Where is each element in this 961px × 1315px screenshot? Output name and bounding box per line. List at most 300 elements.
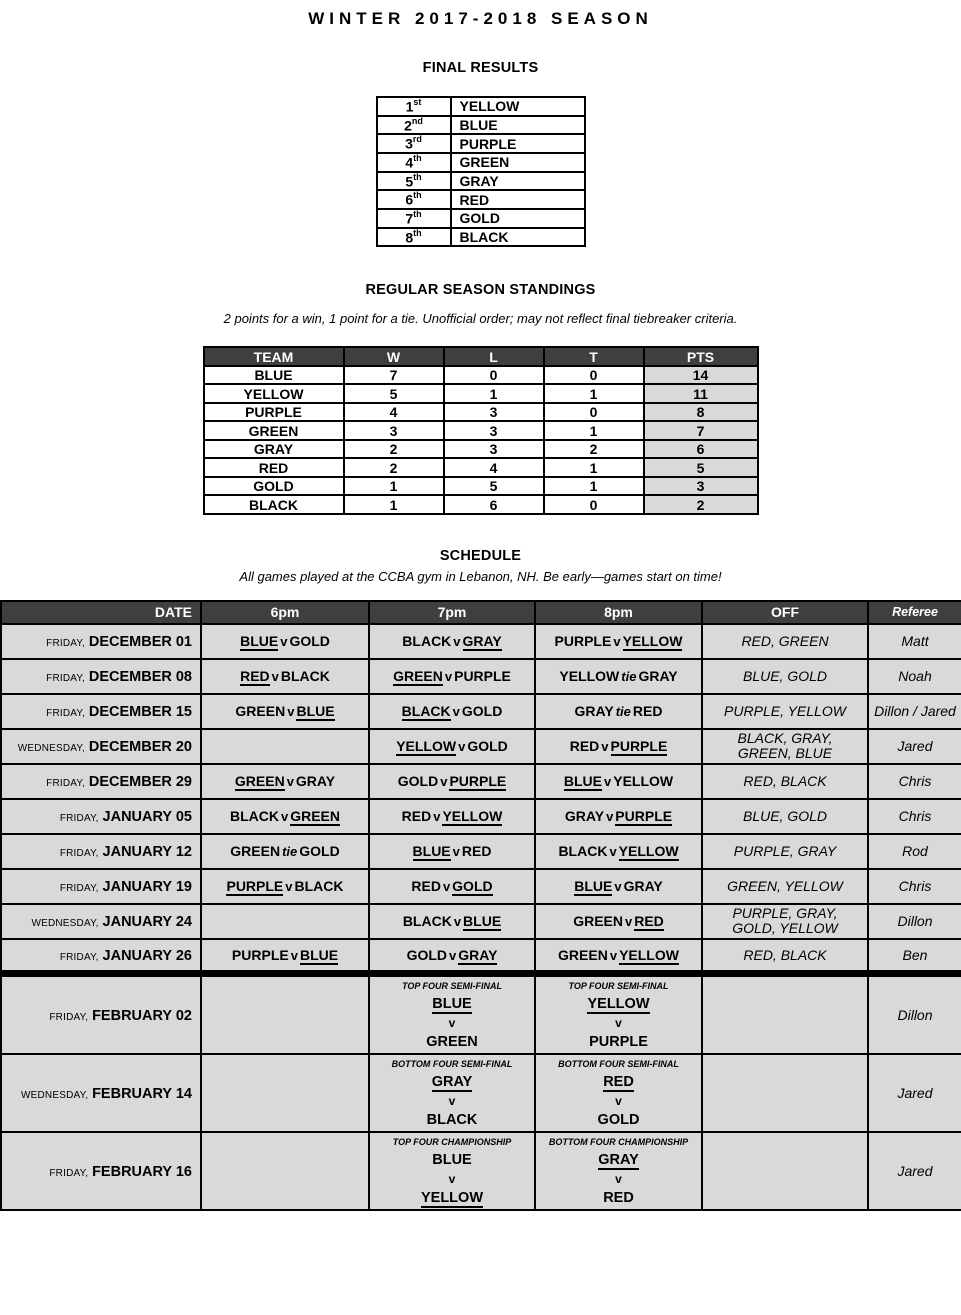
day-of-week: FRIDAY, [59,812,99,824]
team-name: GREEN [235,703,286,720]
points-cell: 5 [644,458,758,477]
team-name: PURPLE [449,773,507,790]
matchup [570,738,668,754]
standings-heading: REGULAR SEASON STANDINGS [365,282,596,299]
versus-separator: v [609,844,617,860]
team-name: BLUE [296,703,335,720]
standings-col-header: W [344,347,444,366]
versus-separator: v [453,914,462,930]
team-name: YELLOW [618,843,679,860]
off-line: RED, BLACK [743,772,827,789]
matchup [558,947,679,963]
game-cell [201,624,369,659]
off-line: BLUE, GOLD [742,807,828,824]
standings-row [204,366,758,385]
team-cell: BLACK [204,495,344,514]
final-results-table [376,96,586,247]
rank-cell [377,228,451,247]
schedule-note: All games played at the CCBA gym in Lebanon, NH. Be early—games start on time! [239,568,722,584]
date-cell [1,659,201,694]
team-name: GOLD [289,633,330,650]
team-name: RED [401,808,432,825]
referee-cell: Chris [868,869,961,904]
rank-suffix: nd [411,115,423,126]
standings-note: 2 points for a win, 1 point for a tie. Unofficial order; may not reflect final tiebreaker criteria. [223,311,738,327]
team-name: RED [461,843,492,860]
off-teams-cell [702,904,868,939]
team-name: PURPLE [231,947,289,963]
team-name: GREEN [393,668,443,685]
off-line: PURPLE, GRAY [733,842,837,859]
game-cell [201,659,369,694]
team-name: BLACK [401,703,451,720]
ties-cell: 0 [544,403,644,422]
versus-separator: v [452,704,460,720]
matchup [565,808,672,824]
team-name: YELLOW [622,633,683,650]
team-name: RED [603,1074,634,1091]
rank-cell [377,153,451,172]
ties-cell: 1 [544,421,644,440]
date-cell [1,799,201,834]
game-cell [201,729,369,764]
date-cell [1,764,201,799]
game-cell [369,834,535,869]
playoff-team-a [372,1151,532,1170]
team-cell: GOLD [451,209,585,228]
game-cell [369,799,535,834]
versus-separator: v [449,948,457,963]
rank-suffix: rd [412,134,422,145]
losses-cell: 6 [444,495,544,514]
matchup [398,773,506,789]
standings-row [204,403,758,422]
versus-separator: v [614,879,622,895]
rank-suffix: th [413,190,422,201]
standings-col-header: TEAM [204,347,344,366]
versus-separator: v [452,844,460,860]
matchup [558,843,678,859]
game-cell [535,1054,702,1132]
team-name: GREEN [230,843,281,860]
date-cell [1,904,201,939]
points-cell: 6 [644,440,758,459]
ties-cell: 1 [544,458,644,477]
game-cell [369,974,535,1055]
off-teams-cell [702,939,868,974]
team-name: GRAY [295,773,336,790]
wins-cell: 1 [344,495,444,514]
rank-suffix: th [413,208,422,219]
wins-cell: 1 [344,477,444,496]
losses-cell: 3 [444,440,544,459]
page-title: WINTER 2017-2018 SEASON [308,9,653,28]
team-name: BLUE [432,996,472,1013]
off-line: RED, GREEN [741,632,829,649]
date-cell [1,974,201,1055]
game-cell [201,1054,369,1132]
rank-suffix: th [413,227,422,238]
off-teams-cell [702,764,868,799]
day-of-week: FRIDAY, [46,672,85,684]
schedule-row [1,729,961,764]
versus-separator: v [458,739,466,755]
team-name: BLUE [563,773,602,790]
day-of-week: FRIDAY, [46,637,85,649]
schedule-table [0,600,961,1212]
standings-row [204,495,758,514]
team-name: BLUE [432,1152,472,1169]
team-name: BLUE [574,878,613,895]
team-name: PURPLE [610,738,668,755]
versus-separator: v [601,739,609,755]
season-document [0,9,961,1211]
referee-cell: Jared [868,729,961,764]
off-teams-cell [702,1054,868,1132]
game-cell [369,1132,535,1210]
final-results-row [377,190,585,209]
game-cell [535,904,702,939]
game-cell [535,869,702,904]
ties-cell: 0 [544,366,644,385]
standings-col-header: T [544,347,644,366]
standings-row [204,458,758,477]
team-name: YELLOW [420,1190,484,1207]
matchup [574,878,663,894]
game-cell [201,869,369,904]
schedule-row [1,939,961,974]
team-name: PURPLE [454,668,511,685]
versus-separator: v [271,669,279,685]
versus-separator: v [440,774,448,790]
ties-cell: 1 [544,477,644,496]
team-name: BLACK [402,913,452,930]
team-name: RED [603,1190,634,1207]
team-name: GRAY [623,878,663,895]
standings-row [204,477,758,496]
game-cell [201,694,369,729]
matchup [575,703,663,719]
versus-separator: v [290,948,298,963]
game-cell [369,939,535,974]
final-results-row [377,172,585,191]
rank-number: 1 [405,98,414,115]
date-cell [1,869,201,904]
matchup [411,878,492,894]
game-cell [201,904,369,939]
day-of-week: FRIDAY, [49,1167,89,1179]
off-line: GREEN, BLUE [737,745,833,762]
game-cell [369,694,535,729]
rank-cell [377,134,451,153]
playoff-team-b [372,1189,532,1208]
referee-cell: Dillon [868,904,961,939]
date-cell [1,939,201,974]
day-of-week: FRIDAY, [59,882,99,894]
game-cell [535,799,702,834]
game-cell [201,834,369,869]
game-cell [535,659,702,694]
game-cell [369,659,535,694]
game-cell [535,694,702,729]
date-text: JANUARY 05 [102,808,192,825]
date-text: JANUARY 12 [102,843,192,860]
date-cell [1,834,201,869]
final-results-row [377,116,585,135]
schedule-row [1,974,961,1055]
rank-suffix: th [413,171,422,182]
rank-suffix: st [413,97,422,107]
losses-cell: 3 [444,403,544,422]
versus-separator: v [448,1016,456,1031]
matchup [413,843,492,859]
matchup [573,913,664,929]
date-text: DECEMBER 20 [88,738,192,755]
final-results-section [0,60,961,247]
referee-cell: Chris [868,799,961,834]
versus-separator: v [286,774,294,790]
team-cell: BLACK [451,228,585,247]
versus-separator: tie [615,704,631,720]
team-name: GREEN [558,947,608,963]
rank-cell [377,172,451,191]
day-of-week: FRIDAY, [49,1011,89,1023]
matchup [235,703,334,719]
versus-separator: v [453,634,461,650]
team-name: BLACK [229,808,279,825]
referee-cell: Rod [868,834,961,869]
game-cell [535,1132,702,1210]
matchup [235,773,335,789]
team-name: RED [569,738,600,755]
schedule-col-header: Referee [868,601,961,624]
team-cell: GREEN [451,153,585,172]
game-cell [535,939,702,974]
losses-cell: 3 [444,421,544,440]
off-line: BLACK, GRAY, [737,730,833,747]
date-text: DECEMBER 15 [88,703,192,720]
off-line: PURPLE, GRAY, [732,905,838,922]
playoff-game-label: TOP FOUR SEMI-FINAL [568,981,669,992]
team-name: GRAY [458,947,498,963]
date-text: FEBRUARY 02 [92,1007,192,1024]
game-cell [201,939,369,974]
team-name: GOLD [461,703,503,720]
schedule-col-header: OFF [702,601,868,624]
off-teams-cell [702,729,868,764]
game-cell [369,624,535,659]
game-cell [535,764,702,799]
matchup [403,913,501,929]
matchup [555,633,683,649]
versus-separator: v [615,1016,622,1031]
game-cell [369,764,535,799]
date-cell [1,1132,201,1210]
date-text: DECEMBER 08 [88,668,192,685]
schedule-row [1,799,961,834]
team-name: RED [632,703,663,720]
schedule-row [1,764,961,799]
schedule-row [1,834,961,869]
rank-number: 7 [405,210,414,227]
schedule-col-header: 8pm [535,601,702,624]
playoff-team-a [372,1073,532,1092]
team-name: GREEN [573,913,623,930]
team-name: GOLD [406,947,448,963]
matchup [240,668,330,684]
rank-number: 8 [405,229,414,246]
game-cell [535,729,702,764]
versus-separator: v [280,809,289,825]
matchup [226,878,343,894]
team-name: GREEN [290,808,341,825]
versus-separator: v [448,1094,456,1109]
team-name: BLACK [558,843,608,860]
versus-separator: v [444,669,453,685]
standings-col-header: PTS [644,347,758,366]
team-name: GRAY [431,1074,473,1091]
team-cell: GRAY [451,172,585,191]
team-name: BLUE [412,843,451,860]
day-of-week: FRIDAY, [59,951,99,963]
team-name: BLACK [280,668,330,685]
standings-col-header: L [444,347,544,366]
schedule-row [1,624,961,659]
matchup [407,947,498,963]
game-cell [369,1054,535,1132]
versus-separator: v [615,1172,622,1187]
losses-cell: 4 [444,458,544,477]
versus-separator: v [613,634,621,650]
team-cell: BLUE [204,366,344,385]
day-of-week: WEDNESDAY, [31,917,99,929]
losses-cell: 1 [444,384,544,403]
team-name: PURPLE [615,808,673,825]
team-name: GRAY [462,633,502,650]
matchup [402,633,501,649]
team-name: GOLD [397,773,439,790]
date-text: DECEMBER 01 [88,633,192,650]
team-name: BLACK [294,878,344,895]
playoff-team-b [372,1111,532,1130]
schedule-row [1,869,961,904]
referee-cell: Ben [868,939,961,974]
team-cell: RED [204,458,344,477]
final-results-row [377,228,585,247]
schedule-col-header: 6pm [201,601,369,624]
game-cell [369,904,535,939]
versus-separator: v [280,634,288,650]
team-name: RED [634,913,664,930]
versus-separator: tie [621,669,637,685]
losses-cell: 0 [444,366,544,385]
versus-separator: v [606,809,614,825]
wins-cell: 3 [344,421,444,440]
playoff-game-label: TOP FOUR SEMI-FINAL [402,981,502,992]
matchup [230,808,340,824]
off-teams-cell [702,974,868,1055]
standings-row [204,421,758,440]
final-results-heading: FINAL RESULTS [422,60,539,76]
team-name: GOLD [597,1112,640,1129]
schedule-row [1,1054,961,1132]
team-cell: PURPLE [204,403,344,422]
ties-cell: 2 [544,440,644,459]
date-cell [1,694,201,729]
standings-row [204,440,758,459]
schedule-header-row [1,601,961,624]
team-name: YELLOW [396,738,457,755]
off-line: BLUE, GOLD [742,667,828,684]
team-name: BLACK [426,1112,478,1129]
day-of-week: WEDNESDAY, [17,742,85,754]
team-name: YELLOW [587,996,650,1013]
game-cell [201,1132,369,1210]
date-cell [1,624,201,659]
standings-section [0,282,961,515]
date-text: FEBRUARY 16 [92,1163,192,1180]
matchup [240,633,330,649]
schedule-section [0,548,961,1212]
rank-number: 3 [405,135,413,152]
team-name: GRAY [598,1152,639,1169]
team-name: BLACK [402,633,452,650]
date-text: DECEMBER 29 [88,773,192,790]
rank-cell [377,97,451,116]
wins-cell: 2 [344,458,444,477]
team-name: GOLD [467,738,508,755]
matchup [559,668,677,684]
referee-cell: Dillon [868,974,961,1055]
losses-cell: 5 [444,477,544,496]
team-name: PURPLE [589,1034,648,1051]
rank-suffix: th [413,152,422,163]
playoff-team-a [538,995,699,1014]
off-teams-cell [702,694,868,729]
off-teams-cell [702,624,868,659]
date-cell [1,1054,201,1132]
date-text: JANUARY 26 [102,947,192,964]
playoff-team-a [538,1073,699,1092]
versus-separator: v [433,809,441,825]
off-line: PURPLE, YELLOW [724,702,846,719]
team-name: YELLOW [619,947,679,963]
team-name: BLUE [463,913,502,930]
ties-cell: 1 [544,384,644,403]
game-cell [369,869,535,904]
wins-cell: 2 [344,440,444,459]
matchup [396,738,508,754]
referee-cell: Dillon / Jared [868,694,961,729]
team-cell: YELLOW [204,384,344,403]
rank-cell [377,209,451,228]
standings-row [204,384,758,403]
team-cell: RED [451,190,585,209]
team-name: GRAY [638,668,678,685]
points-cell: 11 [644,384,758,403]
team-cell: YELLOW [451,97,585,116]
day-of-week: WEDNESDAY, [20,1089,89,1101]
off-teams-cell [702,659,868,694]
off-teams-cell [702,799,868,834]
versus-separator: v [448,1172,456,1187]
referee-cell: Matt [868,624,961,659]
versus-separator: v [625,914,633,930]
team-name: YELLOW [613,773,674,790]
schedule-col-header: DATE [1,601,201,624]
points-cell: 3 [644,477,758,496]
team-name: GRAY [574,703,614,720]
